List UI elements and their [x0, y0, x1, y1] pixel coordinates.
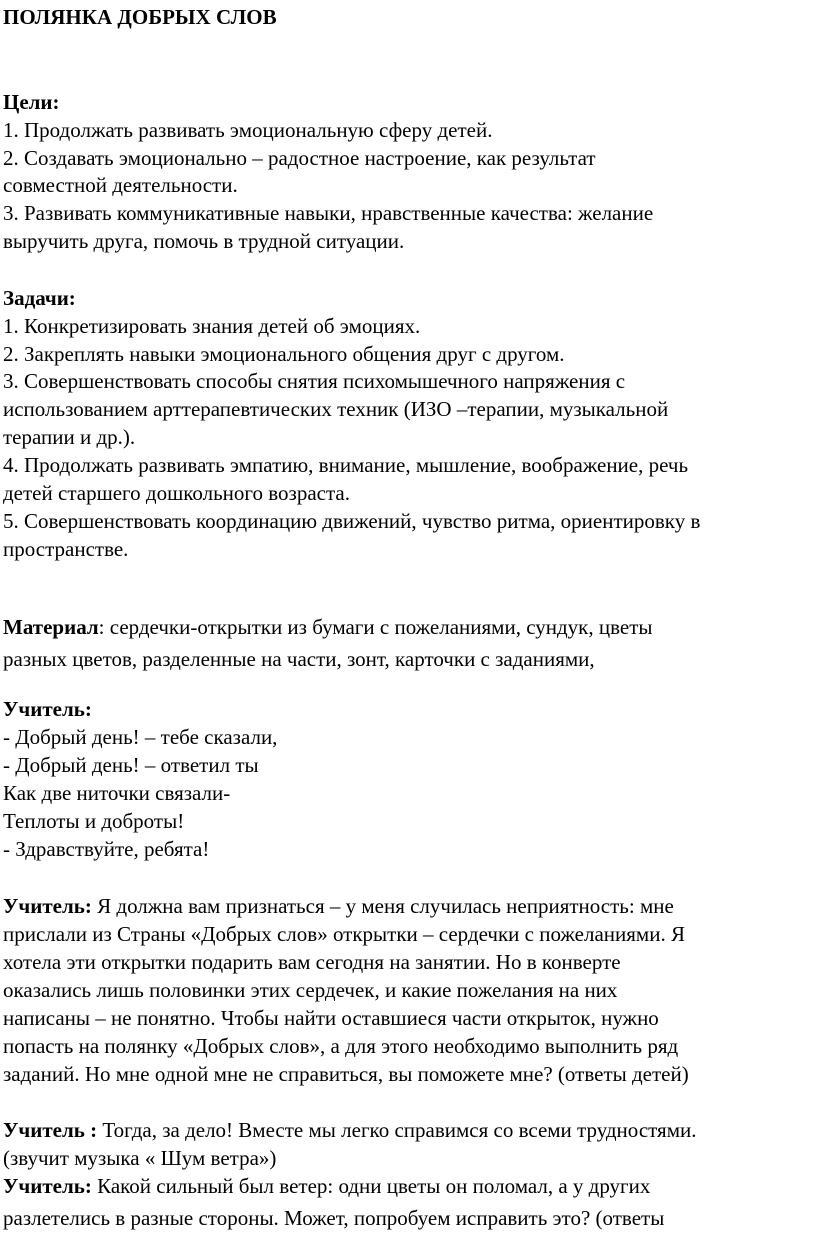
- story-line: заданий. Но мне одной мне не справиться, вы поможете мне? (ответы детей): [3, 1062, 689, 1086]
- tasks-line: 2. Закреплять навыки эмоционального общения друг с другом.: [3, 342, 565, 366]
- reply2-text: Какой сильный был ветер: одни цветы он поломал, а у других: [91, 1174, 651, 1198]
- greeting-line: - Добрый день! – тебе сказали,: [3, 725, 278, 749]
- document-title: ПОЛЯНКА ДОБРЫХ СЛОВ: [3, 5, 277, 29]
- greeting-speaker: Учитель:: [3, 697, 92, 721]
- reply-line: разлетелись в разные стороны. Может, попробуем исправить это? (ответы: [3, 1206, 665, 1230]
- goals-line: выручить друга, помочь в трудной ситуации.: [3, 229, 405, 253]
- greeting-line: Как две ниточки связали-: [3, 781, 231, 805]
- tasks-line: 3. Совершенствовать способы снятия психомышечного напряжения с: [3, 369, 626, 393]
- story-speaker: Учитель:: [3, 894, 92, 918]
- greeting-line: Теплоты и доброты!: [3, 809, 185, 833]
- tasks-line: терапии и др.).: [3, 425, 136, 449]
- reply-line: [3, 1172, 650, 1200]
- tasks-line: детей старшего дошкольного возраста.: [3, 481, 350, 505]
- story-line: хотела эти открытки подарить вам сегодня на занятии. Но в конверте: [3, 950, 621, 974]
- story-line: оказались лишь половинки этих сердечек, и какие пожелания на них: [3, 978, 618, 1002]
- story-line: [3, 892, 674, 920]
- goals-line: 1. Продолжать развивать эмоциональную сферу детей.: [3, 118, 493, 142]
- tasks-line: 4. Продолжать развивать эмпатию, внимание, мышление, воображение, речь: [3, 453, 689, 477]
- tasks-line: 1. Конкретизировать знания детей об эмоциях.: [3, 314, 421, 338]
- tasks-heading: Задачи:: [3, 286, 76, 310]
- story-line: прислали из Страны «Добрых слов» открытки – сердечки с пожеланиями. Я: [3, 922, 685, 946]
- tasks-line: 5. Совершенствовать координацию движений, чувство ритма, ориентировку в: [3, 509, 701, 533]
- goals-heading: Цели:: [3, 90, 60, 114]
- tasks-line: использованием арттерапевтических техник (ИЗО –терапии, музыкальной: [3, 397, 669, 421]
- material-label: Материал: [3, 615, 99, 639]
- reply-line: (звучит музыка « Шум ветра»): [3, 1146, 277, 1170]
- story-line: попасть на полянку «Добрых слов», а для этого необходимо выполнить ряд: [3, 1034, 679, 1058]
- material-line: [3, 613, 653, 641]
- goals-line: совместной деятельности.: [3, 173, 238, 197]
- reply-line: [3, 1116, 696, 1144]
- reply1-speaker: Учитель :: [3, 1118, 98, 1142]
- greeting-line: - Здравствуйте, ребята!: [3, 837, 210, 861]
- story-text: Я должна вам признаться – у меня случилась неприятность: мне: [91, 894, 674, 918]
- goals-line: 2. Создавать эмоционально – радостное настроение, как результат: [3, 146, 596, 170]
- tasks-line: пространстве.: [3, 537, 129, 561]
- material-line: разных цветов, разделенные на части, зонт, карточки с заданиями,: [3, 647, 595, 671]
- greeting-line: - Добрый день! – ответил ты: [3, 753, 259, 777]
- story-line: написаны – не понятно. Чтобы найти оставшиеся части открыток, нужно: [3, 1006, 659, 1030]
- reply2-speaker: Учитель:: [3, 1174, 92, 1198]
- material-text: : сердечки-открытки из бумаги с пожеланиями, сундук, цветы: [98, 615, 653, 639]
- goals-line: 3. Развивать коммуникативные навыки, нравственные качества: желание: [3, 201, 654, 225]
- reply1-text: Тогда, за дело! Вместе мы легко справимся со всеми трудностями.: [97, 1118, 697, 1142]
